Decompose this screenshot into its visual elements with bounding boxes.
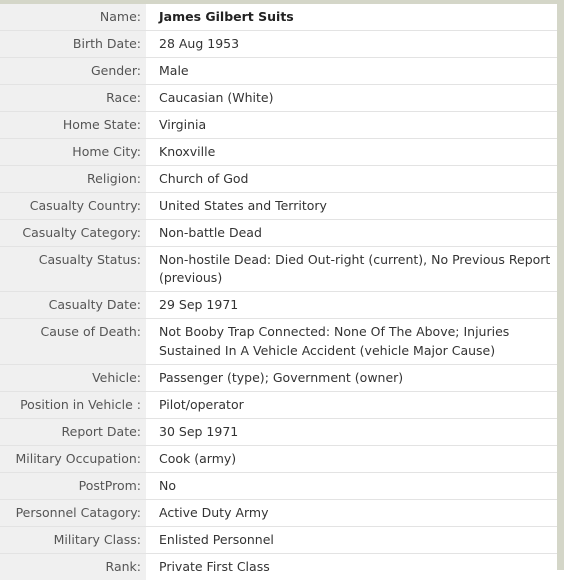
field-label-cause-of-death: Cause of Death:: [0, 319, 146, 365]
field-label-personnel-category: Personnel Catagory:: [0, 499, 146, 526]
field-value-personnel-category: Active Duty Army: [146, 499, 557, 526]
field-label-vehicle: Vehicle:: [0, 365, 146, 392]
field-value-casualty-date: 29 Sep 1971: [146, 292, 557, 319]
field-value-military-class: Enlisted Personnel: [146, 526, 557, 553]
field-label-birth-date: Birth Date:: [0, 30, 146, 57]
table-row: [0, 219, 557, 246]
table-row: [0, 84, 557, 111]
field-label-postprom: PostProm:: [0, 472, 146, 499]
field-label-casualty-country: Casualty Country:: [0, 192, 146, 219]
field-value-report-date: 30 Sep 1971: [146, 418, 557, 445]
field-value-postprom: No: [146, 472, 557, 499]
field-label-casualty-status: Casualty Status:: [0, 246, 146, 292]
field-value-race: Caucasian (White): [146, 84, 557, 111]
field-value-birth-date: 28 Aug 1953: [146, 30, 557, 57]
field-label-race: Race:: [0, 84, 146, 111]
field-label-home-state: Home State:: [0, 111, 146, 138]
field-label-casualty-category: Casualty Category:: [0, 219, 146, 246]
table-row: [0, 192, 557, 219]
field-value-cause-of-death: Not Booby Trap Connected: None Of The Above; Injuries Sustained In A Vehicle Accident (vehicle Major Cause): [146, 319, 557, 365]
field-value-gender: Male: [146, 57, 557, 84]
field-value-casualty-category: Non-battle Dead: [146, 219, 557, 246]
table-row: [0, 499, 557, 526]
field-value-name: James Gilbert Suits: [146, 4, 557, 30]
field-label-gender: Gender:: [0, 57, 146, 84]
table-row: [0, 418, 557, 445]
table-row: [0, 365, 557, 392]
field-label-rank: Rank:: [0, 553, 146, 579]
field-label-casualty-date: Casualty Date:: [0, 292, 146, 319]
field-value-casualty-country: United States and Territory: [146, 192, 557, 219]
field-label-report-date: Report Date:: [0, 418, 146, 445]
field-label-home-city: Home City:: [0, 138, 146, 165]
table-row: [0, 391, 557, 418]
field-label-name: Name:: [0, 4, 146, 30]
table-row: [0, 111, 557, 138]
table-row: [0, 165, 557, 192]
table-row: [0, 30, 557, 57]
field-value-home-city: Knoxville: [146, 138, 557, 165]
field-value-religion: Church of God: [146, 165, 557, 192]
field-label-military-occupation: Military Occupation:: [0, 445, 146, 472]
casualty-record-table: [0, 4, 557, 580]
field-label-religion: Religion:: [0, 165, 146, 192]
table-row: [0, 445, 557, 472]
table-row: [0, 246, 557, 292]
table-row: [0, 292, 557, 319]
table-row: [0, 526, 557, 553]
field-value-casualty-status: Non-hostile Dead: Died Out-right (current), No Previous Report (previous): [146, 246, 557, 292]
field-value-home-state: Virginia: [146, 111, 557, 138]
field-value-military-occupation: Cook (army): [146, 445, 557, 472]
table-row: [0, 138, 557, 165]
table-row: [0, 319, 557, 365]
table-row: [0, 553, 557, 579]
table-row: [0, 472, 557, 499]
field-label-military-class: Military Class:: [0, 526, 146, 553]
field-label-position-in-vehicle: Position in Vehicle :: [0, 391, 146, 418]
field-value-position-in-vehicle: Pilot/operator: [146, 391, 557, 418]
field-value-vehicle: Passenger (type); Government (owner): [146, 365, 557, 392]
table-row: [0, 57, 557, 84]
table-row: [0, 4, 557, 30]
field-value-rank: Private First Class: [146, 553, 557, 579]
